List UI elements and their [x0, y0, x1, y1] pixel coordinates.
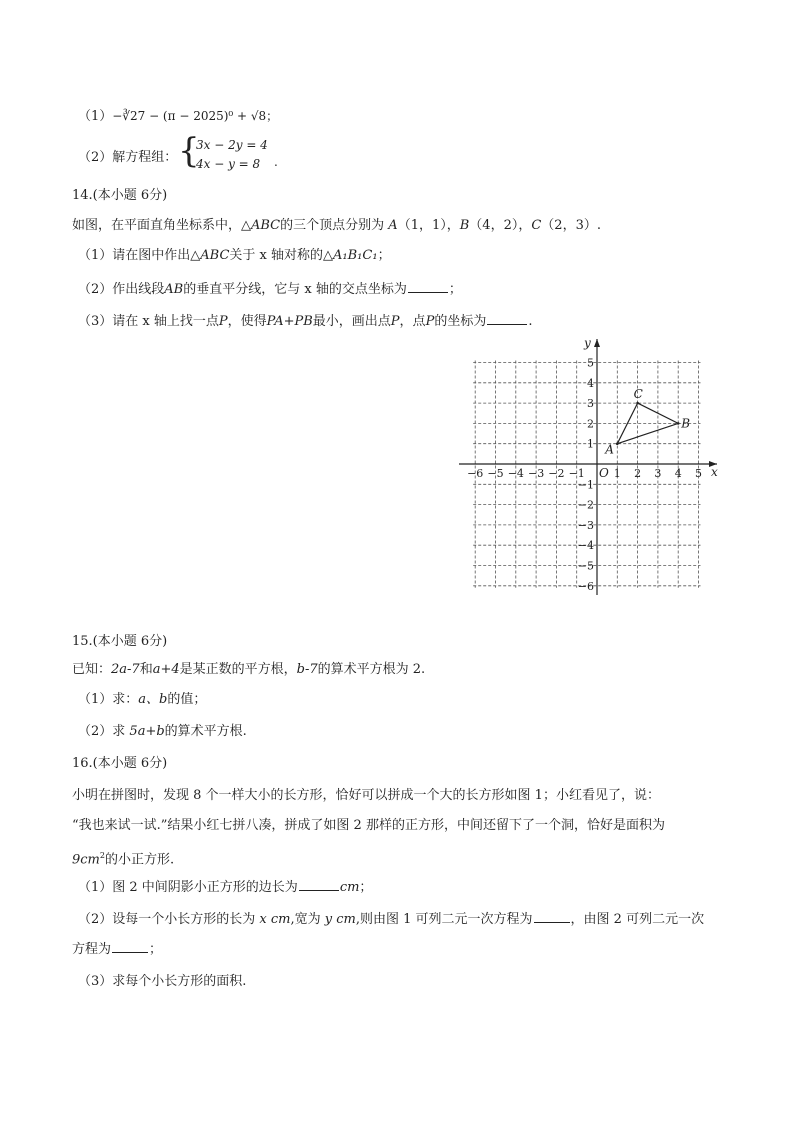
- p15-expr-2a-7: 2a-7: [111, 662, 140, 677]
- p16-q2-end: ；: [149, 942, 163, 957]
- p14-q1-triangle: ABC: [200, 248, 230, 263]
- p15-q1: [78, 690, 206, 710]
- p16-text-1: 小明在拼图时，发现 8 个一样大小的长方形，恰好可以拼成一个大的长方形如图 1；小红看见了，说：: [72, 788, 660, 803]
- p14-q3-end: .: [528, 314, 533, 329]
- x-tick-label: 2: [634, 467, 642, 480]
- x-tick-label: 5: [695, 467, 702, 480]
- x-axis-label: x: [711, 465, 718, 479]
- p14-q3-sum: PA+PB: [266, 314, 313, 329]
- p16-q3: （3）求每个小长方形的面积.: [78, 974, 247, 989]
- p14-q3-text-3: 最小，画出点: [312, 314, 391, 329]
- p15-q2-expr: 5a+b: [129, 724, 165, 739]
- answer-blank[interactable]: [299, 878, 339, 891]
- answer-blank[interactable]: [487, 312, 527, 325]
- y-tick-label: −3: [577, 518, 594, 532]
- p14-q1-text: （1）请在图中作出△: [78, 248, 201, 263]
- p16-q2-cont: [72, 940, 162, 960]
- p16-q2-width: y cm: [324, 912, 356, 927]
- equation-2: 4x − y = 8: [196, 157, 261, 171]
- equation-1: 3x − 2y = 4: [196, 138, 268, 152]
- x-tick-label: 3: [654, 467, 662, 480]
- p16-text-3-end: 的小正方形.: [104, 852, 175, 868]
- y-tick-label: −5: [577, 559, 594, 573]
- x-tick-label: −4: [507, 467, 524, 480]
- p14-q3-point-3: P: [425, 314, 435, 329]
- p16-q2-text-4: ，由图 2 可列二元一次: [570, 912, 705, 927]
- x-tick-label: −3: [527, 467, 545, 480]
- point-a-label: A: [605, 442, 614, 457]
- p16-q1: [78, 878, 372, 898]
- p13-item2: [78, 148, 177, 168]
- p15-expr-b-7: b-7: [296, 662, 318, 677]
- y-tick-label: −4: [577, 539, 594, 553]
- x-tick-label: 1: [613, 467, 621, 480]
- answer-blank[interactable]: [408, 280, 448, 293]
- p13-item1-label: （1）: [78, 109, 113, 124]
- coordinate-grid: [455, 335, 725, 597]
- p14-point-c-coord: （2，3）.: [541, 218, 601, 233]
- p14-q2: [78, 280, 462, 300]
- point-b-marker: [677, 422, 680, 425]
- p14-q1-text-2: 关于 x 轴对称的△: [229, 248, 334, 263]
- p15-expr-a+4: a+4: [152, 662, 180, 677]
- p15-text-3: 的算术平方根为 2.: [317, 662, 426, 677]
- p14-point-b: B: [459, 218, 470, 233]
- p14-q3-text-2: ，使得: [227, 314, 267, 329]
- p16-q2-text-2: ,宽为: [290, 912, 321, 927]
- y-tick-label: 4: [587, 376, 594, 390]
- p14-point-b-coord: （4，2），: [469, 218, 532, 233]
- p14-point-a-coord: （1，1），: [397, 218, 460, 233]
- p14-point-a: A: [388, 218, 398, 233]
- p14-q3-text-5: 的坐标为: [434, 314, 487, 329]
- p15-given-label: 已知：: [72, 662, 112, 677]
- p13-item2-label: （2）解方程组：: [78, 150, 178, 165]
- p14-header: 14.(本小题 6分): [72, 188, 168, 203]
- p15-q2-text: （2）求: [78, 724, 126, 739]
- y-tick-label: 5: [587, 356, 594, 370]
- p14-q3: [78, 312, 532, 332]
- y-tick-label: −6: [577, 579, 594, 593]
- p14-q3-point-2: P: [390, 314, 400, 329]
- p15-header: 15.(本小题 6分): [72, 634, 168, 649]
- p16-q1-text: （1）图 2 中间阴影小正方形的边长为: [78, 880, 298, 895]
- p15-text-2: 是某正数的平方根，: [179, 662, 297, 677]
- p14-intro-text: 如图，在平面直角坐标系中，△: [72, 218, 251, 233]
- p13-item1: [78, 106, 278, 127]
- p16-q2-text-5: 方程为: [72, 942, 112, 957]
- p14-q2-text-2: 的垂直平分线，它与 x 轴的交点坐标为: [183, 282, 407, 297]
- x-tick-label: 4: [674, 467, 682, 480]
- y-tick-label: 3: [587, 397, 594, 411]
- p14-q3-text-4: ，点: [399, 314, 426, 329]
- x-tick-label: −5: [487, 467, 504, 480]
- y-tick-label: −2: [577, 498, 594, 512]
- p13-item1-expression: −∛27 − (π − 2025)⁰ + √8；: [112, 109, 279, 123]
- p15-q1-text: （1）求：: [78, 692, 139, 707]
- y-tick-label: 2: [587, 417, 594, 431]
- p14-q3-point: P: [218, 314, 228, 329]
- p14-point-c: C: [531, 218, 542, 233]
- p16-text-3: [72, 846, 174, 870]
- p14-q1: [78, 246, 391, 266]
- p15-q1-text-2: 的值；: [167, 692, 207, 707]
- p16-q2-text-3: ,则由图 1 可列二元一次方程为: [355, 912, 533, 927]
- left-brace-icon: {: [178, 131, 200, 171]
- p14-intro-triangle: ABC: [251, 218, 281, 233]
- p16-q2: [78, 910, 704, 930]
- y-axis-label: y: [584, 336, 591, 350]
- x-tick-label: −1: [568, 467, 585, 480]
- p16-q1-end: ；: [359, 880, 373, 895]
- p15-q1-vars: a、b: [138, 692, 168, 707]
- x-tick-label: −2: [548, 467, 565, 480]
- p15-given: [72, 660, 425, 680]
- answer-blank[interactable]: [534, 910, 570, 923]
- p16-q1-unit: cm: [339, 880, 360, 895]
- x-tick-label: −6: [467, 467, 484, 480]
- point-b-label: B: [681, 416, 691, 431]
- p16-header: 16.(本小题 6分): [72, 756, 168, 771]
- y-axis-arrow-icon: [594, 339, 600, 347]
- point-c-label: C: [633, 387, 643, 402]
- origin-label: O: [599, 466, 609, 480]
- answer-blank[interactable]: [112, 940, 148, 953]
- p14-q2-segment: AB: [164, 282, 184, 297]
- p16-area-value: 9cm: [72, 852, 100, 868]
- p15-text-and: 和: [139, 662, 153, 677]
- p15-q2: [78, 722, 247, 742]
- y-tick-label: 1: [587, 437, 594, 451]
- p16-q2-length: x cm: [259, 912, 291, 927]
- p16-text-2: “我也来试一试.”结果小红七拼八凑，拼成了如图 2 那样的正方形，中间还留下了一个洞，恰好是面积为: [72, 818, 665, 833]
- point-a-marker: [616, 442, 619, 445]
- point-c-marker: [636, 402, 639, 405]
- p14-q2-end: ；: [448, 282, 462, 297]
- p14-intro-text-2: 的三个顶点分别为: [280, 218, 385, 233]
- p14-q1-target-triangle: A₁B₁C₁: [333, 248, 378, 263]
- p14-q3-text: （3）请在 x 轴上找一点: [78, 314, 219, 329]
- p14-q1-end: ；: [377, 248, 391, 263]
- equation-end: .: [274, 155, 278, 169]
- p16-q2-text: （2）设每一个小长方形的长为: [78, 912, 256, 927]
- y-tick-label: −1: [577, 478, 594, 492]
- p16-area-exponent: 2: [99, 851, 105, 860]
- p14-intro: [72, 216, 601, 236]
- p14-q2-text: （2）作出线段: [78, 282, 165, 297]
- p15-q2-text-2: 的算术平方根.: [164, 724, 247, 739]
